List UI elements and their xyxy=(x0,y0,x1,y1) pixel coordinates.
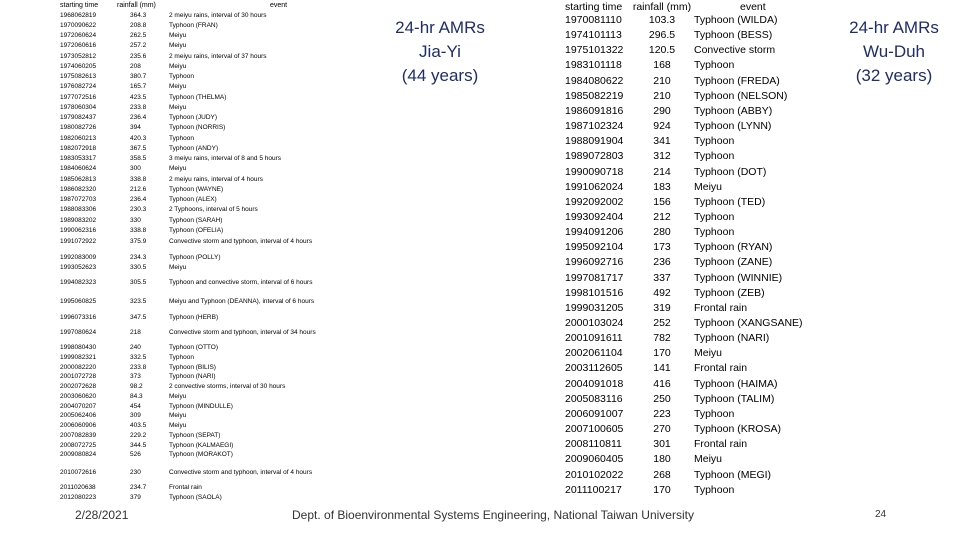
cell-event: Typhoon and convective storm, interval of 6 hours xyxy=(169,279,313,286)
cell-rainfall: 168 xyxy=(653,59,671,72)
footer-department: Dept. of Bioenvironmental Systems Engineering, National Taiwan University xyxy=(292,508,694,522)
table-row xyxy=(0,59,960,74)
cell-event: Typhoon (SAOLA) xyxy=(169,493,222,501)
cell-starting-time: 2003112605 xyxy=(565,362,623,375)
cell-event: Typhoon (DOT) xyxy=(694,165,767,178)
cell-event: Typhoon xyxy=(694,150,735,163)
cell-rainfall: 924 xyxy=(653,120,671,133)
jiayi-title-line3: (44 years) xyxy=(401,66,479,85)
cell-starting-time: 1978060304 xyxy=(60,103,97,111)
table-row xyxy=(0,90,960,105)
cell-event: Typhoon (KALMAEGI) xyxy=(169,441,234,449)
cell-event: Convective storm and typhoon, interval of 34 hours xyxy=(169,329,316,336)
cell-starting-time: 1970081110 xyxy=(565,14,622,26)
cell-rainfall: 344.5 xyxy=(130,441,147,449)
cell-event: Typhoon (FREDA) xyxy=(694,74,780,87)
cell-rainfall: 212.6 xyxy=(130,185,147,193)
cell-starting-time: 2005083116 xyxy=(565,392,623,405)
cell-rainfall: 173 xyxy=(653,241,671,254)
cell-rainfall: 141 xyxy=(653,362,671,375)
cell-rainfall: 229.2 xyxy=(130,431,147,439)
cell-event: Typhoon (LYNN) xyxy=(694,120,772,133)
cell-event: Typhoon (NELSON) xyxy=(694,89,788,102)
cell-starting-time: 1989072803 xyxy=(565,150,624,163)
cell-rainfall: 416 xyxy=(653,377,671,390)
cell-event: Meiyu xyxy=(169,42,187,50)
cell-rainfall: 262.5 xyxy=(130,32,147,39)
cell-starting-time: 2011020638 xyxy=(60,484,96,491)
cell-starting-time: 1968062819 xyxy=(60,11,97,19)
cell-rainfall: 375.9 xyxy=(130,238,147,245)
cell-starting-time: 1999031205 xyxy=(565,301,624,314)
cell-starting-time: 2001072728 xyxy=(60,373,97,381)
table-row xyxy=(0,272,960,287)
table-row xyxy=(0,469,960,484)
cell-event: Typhoon xyxy=(694,483,735,496)
table-row xyxy=(0,11,960,29)
cell-rainfall: 236.4 xyxy=(130,196,147,203)
cell-rainfall: 230 xyxy=(130,469,141,476)
cell-event: Frontal rain xyxy=(694,438,748,451)
cell-starting-time: 2007100605 xyxy=(565,423,624,436)
cell-event: Typhoon (TED) xyxy=(694,195,766,208)
cell-event: Typhoon (XANGSANE) xyxy=(694,317,803,329)
cell-rainfall: 367.5 xyxy=(130,144,147,152)
table-row xyxy=(0,378,960,393)
cell-starting-time: 2006060906 xyxy=(60,422,97,429)
table-row xyxy=(0,120,960,135)
cell-starting-time: 2004070207 xyxy=(60,402,97,410)
cell-starting-time: 2009080824 xyxy=(60,451,97,459)
cell-event: Typhoon (POLLY) xyxy=(169,254,221,261)
cell-starting-time: 1995092104 xyxy=(565,241,624,254)
cell-rainfall: 492 xyxy=(653,286,671,299)
cell-starting-time: 1982072918 xyxy=(60,144,97,152)
cell-event: Typhoon (OFELIA) xyxy=(169,226,224,234)
cell-starting-time: 1987102324 xyxy=(565,120,624,133)
cell-event: Typhoon (OTTO) xyxy=(169,344,219,351)
cell-rainfall: 280 xyxy=(653,226,671,239)
cell-event: Typhoon xyxy=(169,73,194,80)
cell-event: Meiyu xyxy=(169,62,187,70)
cell-event: 2 Typhoons, interval of 5 hours xyxy=(169,206,258,214)
cell-event: Typhoon (BILIS) xyxy=(169,363,216,371)
table-row xyxy=(0,362,960,377)
cell-starting-time: 2003060620 xyxy=(60,392,97,400)
cell-rainfall: 252 xyxy=(653,317,671,329)
cell-event: Meiyu xyxy=(169,422,187,429)
cell-starting-time: 1998080430 xyxy=(60,344,97,351)
cell-rainfall: 235.6 xyxy=(130,52,147,60)
table-row xyxy=(0,211,960,226)
cell-event: Convective storm and typhoon, interval of 4 hours xyxy=(169,469,313,476)
cell-event: Typhoon xyxy=(169,353,194,361)
cell-rainfall: 403.5 xyxy=(130,422,147,429)
cell-starting-time: 1973052812 xyxy=(60,52,97,60)
cell-starting-time: 2004091018 xyxy=(565,377,624,390)
table-row xyxy=(0,226,960,241)
cell-event: Frontal rain xyxy=(694,301,748,314)
cell-starting-time: 1998101516 xyxy=(565,286,624,299)
cell-starting-time: 1976082724 xyxy=(60,83,97,91)
table-row xyxy=(0,453,960,468)
wuduh-header-rainfall: rainfall (mm) xyxy=(632,1,692,13)
wuduh-title-line2: Wu-Duh xyxy=(862,42,926,61)
cell-rainfall: 98.2 xyxy=(130,383,143,390)
cell-starting-time: 1988091904 xyxy=(565,135,624,148)
cell-event: Meiyu and Typhoon (DEANNA), interval of 6 hours xyxy=(169,298,315,305)
footer-date: 2/28/2021 xyxy=(75,508,129,522)
table-row xyxy=(0,238,960,256)
cell-starting-time: 1999082321 xyxy=(60,353,97,361)
cell-rainfall: 296.5 xyxy=(648,29,676,42)
table-row xyxy=(0,302,960,317)
cell-rainfall: 330 xyxy=(130,216,141,224)
cell-starting-time: 1985062813 xyxy=(60,175,97,183)
cell-starting-time: 1990090718 xyxy=(565,165,624,178)
cell-event: Typhoon (RYAN) xyxy=(694,241,773,254)
cell-starting-time: 2008072725 xyxy=(60,441,97,449)
jiayi-title-line1: 24-hr AMRs xyxy=(395,18,485,37)
cell-event: Typhoon (NARI) xyxy=(694,332,770,345)
cell-event: Meiyu xyxy=(169,392,187,400)
cell-starting-time: 1986082320 xyxy=(60,185,97,193)
cell-event: Typhoon (MINDULLE) xyxy=(169,402,233,410)
cell-starting-time: 2002072628 xyxy=(60,383,97,390)
cell-starting-time: 2007082839 xyxy=(60,431,97,439)
cell-rainfall: 165.7 xyxy=(130,83,147,91)
cell-starting-time: 2012080223 xyxy=(60,493,97,501)
cell-event: Typhoon (SEPAT) xyxy=(169,431,221,439)
cell-rainfall: 364.3 xyxy=(130,11,147,19)
table-row xyxy=(0,105,960,120)
cell-starting-time: 1979082437 xyxy=(60,114,97,121)
cell-starting-time: 1989083202 xyxy=(60,216,97,224)
table-row xyxy=(0,484,960,499)
cell-event: Typhoon (HAIMA) xyxy=(694,377,778,390)
cell-rainfall: 208 xyxy=(130,62,141,70)
cell-starting-time: 1994091206 xyxy=(565,226,624,239)
cell-rainfall: 234.3 xyxy=(130,254,147,261)
cell-rainfall: 156 xyxy=(653,195,671,208)
cell-event: Typhoon (ZANE) xyxy=(694,256,773,269)
cell-rainfall: 341 xyxy=(653,135,671,148)
cell-event: Meiyu xyxy=(169,263,187,271)
wuduh-title-line1: 24-hr AMRs xyxy=(849,18,939,37)
wuduh-title xyxy=(840,16,948,88)
cell-event: Typhoon (FRAN) xyxy=(169,21,218,29)
cell-starting-time: 1974060205 xyxy=(60,62,97,70)
cell-event: Meiyu xyxy=(694,453,723,466)
cell-rainfall: 170 xyxy=(653,347,671,360)
cell-starting-time: 2006091007 xyxy=(565,407,624,420)
cell-starting-time: 1972060616 xyxy=(60,42,97,50)
table-row xyxy=(0,44,960,59)
footer-page-number: 24 xyxy=(875,509,887,520)
cell-rainfall: 394 xyxy=(130,124,141,132)
cell-starting-time: 1975082613 xyxy=(60,73,97,80)
cell-rainfall: 208.8 xyxy=(130,21,147,29)
table-row xyxy=(0,166,960,181)
table-row xyxy=(0,314,960,332)
cell-rainfall: 218 xyxy=(130,329,141,336)
cell-event: Typhoon (ALEX) xyxy=(169,196,217,203)
cell-event: Typhoon xyxy=(694,59,735,72)
cell-rainfall: 250 xyxy=(653,392,671,405)
cell-starting-time: 1997080624 xyxy=(60,329,97,336)
cell-event: 2 meiyu rains, interval of 37 hours xyxy=(169,52,267,60)
cell-event: Typhoon (WAYNE) xyxy=(169,185,224,193)
cell-rainfall: 210 xyxy=(653,89,671,102)
table-row xyxy=(0,135,960,150)
table-row xyxy=(0,150,960,165)
cell-event: 2 convective storms, interval of 30 hours xyxy=(169,383,286,390)
cell-starting-time: 1990062316 xyxy=(60,226,97,234)
cell-rainfall: 312 xyxy=(653,150,671,163)
cell-rainfall: 290 xyxy=(653,104,671,117)
cell-event: Typhoon (BESS) xyxy=(694,29,773,42)
cell-starting-time: 1992092002 xyxy=(565,195,624,208)
table-row xyxy=(0,75,960,90)
cell-starting-time: 2010102022 xyxy=(565,468,624,481)
cell-starting-time: 1977072516 xyxy=(60,93,97,101)
cell-rainfall: 338.8 xyxy=(130,175,147,183)
cell-rainfall: 338.8 xyxy=(130,226,147,234)
cell-starting-time: 2010072616 xyxy=(60,469,97,476)
cell-rainfall: 782 xyxy=(653,332,671,345)
cell-rainfall: 330.5 xyxy=(130,263,147,271)
cell-event: Typhoon (NARI) xyxy=(169,373,216,381)
cell-starting-time: 1975101322 xyxy=(565,44,624,57)
cell-event: Meiyu xyxy=(169,103,187,111)
cell-starting-time: 2000082220 xyxy=(60,363,97,371)
cell-starting-time: 1994082323 xyxy=(60,279,97,286)
cell-rainfall: 270 xyxy=(653,423,671,436)
cell-event: 3 meiyu rains, interval of 8 and 5 hours xyxy=(169,155,282,162)
cell-event: Typhoon (KROSA) xyxy=(694,423,781,436)
cell-rainfall: 180 xyxy=(653,453,671,466)
cell-starting-time: 1996092716 xyxy=(565,256,624,269)
cell-starting-time: 2011100217 xyxy=(565,483,622,496)
table-row xyxy=(0,256,960,271)
cell-event: Meiyu xyxy=(169,165,187,173)
cell-starting-time: 2000103024 xyxy=(565,317,624,329)
cell-starting-time: 1993092404 xyxy=(565,210,624,223)
cell-event: Meiyu xyxy=(169,412,187,420)
cell-event: Typhoon (ANDY) xyxy=(169,144,219,152)
table-row xyxy=(0,29,960,44)
cell-event: Convective storm and typhoon, interval of 4 hours xyxy=(169,238,313,245)
table-row xyxy=(0,344,960,362)
cell-rainfall: 236 xyxy=(653,256,671,269)
cell-event: Typhoon (ZEB) xyxy=(694,286,765,299)
wuduh-title-line3: (32 years) xyxy=(855,66,933,85)
cell-starting-time: 1984060624 xyxy=(60,165,97,173)
cell-event: 2 meiyu rains, interval of 4 hours xyxy=(169,175,263,183)
table-row xyxy=(0,438,960,453)
cell-event: Typhoon (MEGI) xyxy=(694,468,772,481)
cell-rainfall: 233.8 xyxy=(130,363,147,371)
cell-event: Typhoon xyxy=(694,226,735,239)
cell-event: Typhoon xyxy=(694,407,735,420)
cell-rainfall: 347.5 xyxy=(130,314,147,321)
jiayi-title-line2: Jia-Yi xyxy=(419,42,461,61)
cell-starting-time: 1992083009 xyxy=(60,254,97,261)
cell-rainfall: 337 xyxy=(653,271,671,284)
cell-event: Typhoon (THELMA) xyxy=(169,93,227,101)
cell-rainfall: 373 xyxy=(130,373,141,381)
cell-starting-time: 2009060405 xyxy=(565,453,624,466)
cell-starting-time: 2002061104 xyxy=(565,347,623,360)
cell-event: Typhoon (NORRIS) xyxy=(169,124,226,132)
table-row xyxy=(0,423,960,438)
cell-starting-time: 1972060624 xyxy=(60,32,97,39)
cell-rainfall: 230.3 xyxy=(130,206,147,214)
table-row xyxy=(0,196,960,211)
cell-rainfall: 212 xyxy=(653,210,671,223)
cell-event: Frontal rain xyxy=(694,362,748,375)
cell-event: 2 meiyu rains, interval of 30 hours xyxy=(169,11,267,19)
jiayi-header-rainfall: rainfall (mm) xyxy=(117,2,156,9)
cell-rainfall: 240 xyxy=(130,344,141,351)
cell-rainfall: 103.3 xyxy=(648,14,676,26)
cell-rainfall: 319 xyxy=(653,301,671,314)
wuduh-header-time: starting time xyxy=(565,1,623,13)
cell-starting-time: 2005062406 xyxy=(60,412,97,420)
table-row xyxy=(0,329,960,347)
cell-event: Typhoon (HERB) xyxy=(169,314,219,321)
table-row xyxy=(0,408,960,423)
cell-rainfall: 257.2 xyxy=(130,42,147,50)
table-row xyxy=(0,393,960,408)
cell-starting-time: 1997081717 xyxy=(565,271,624,284)
cell-starting-time: 1993052623 xyxy=(60,263,97,271)
cell-rainfall: 236.4 xyxy=(130,114,147,121)
cell-event: Typhoon (JUDY) xyxy=(169,114,218,121)
cell-rainfall: 84.3 xyxy=(130,392,143,400)
cell-rainfall: 234.7 xyxy=(130,484,147,491)
jiayi-header-event: event xyxy=(270,2,288,9)
cell-starting-time: 1995060825 xyxy=(60,298,97,305)
cell-rainfall: 300 xyxy=(130,165,141,173)
cell-starting-time: 1996073316 xyxy=(60,314,97,321)
cell-rainfall: 305.5 xyxy=(130,279,147,286)
cell-event: Frontal rain xyxy=(169,484,202,491)
cell-rainfall: 332.5 xyxy=(130,353,147,361)
cell-rainfall: 309 xyxy=(130,412,141,420)
cell-event: Meiyu xyxy=(694,180,723,193)
cell-starting-time: 1991062024 xyxy=(565,180,624,193)
table-row xyxy=(0,181,960,196)
cell-starting-time: 1983053317 xyxy=(60,155,97,162)
cell-rainfall: 323.5 xyxy=(130,298,147,305)
cell-event: Typhoon (SARAH) xyxy=(169,216,223,224)
cell-starting-time: 1974101113 xyxy=(565,29,622,42)
cell-event: Typhoon (MORAKOT) xyxy=(169,451,233,459)
cell-rainfall: 423.5 xyxy=(130,93,147,101)
cell-starting-time: 1985082219 xyxy=(565,89,624,102)
cell-rainfall: 268 xyxy=(653,468,671,481)
cell-rainfall: 379 xyxy=(130,493,141,501)
cell-starting-time: 1991072922 xyxy=(60,238,97,245)
cell-rainfall: 214 xyxy=(653,165,671,178)
cell-rainfall: 380.7 xyxy=(130,73,147,80)
cell-event: Typhoon (WILDA) xyxy=(694,14,778,26)
cell-rainfall: 301 xyxy=(653,438,671,451)
cell-starting-time: 1987072703 xyxy=(60,196,97,203)
cell-rainfall: 223 xyxy=(653,407,671,420)
cell-event: Meiyu xyxy=(694,347,723,360)
cell-starting-time: 1988083306 xyxy=(60,206,97,214)
cell-starting-time: 1980082726 xyxy=(60,124,97,132)
cell-rainfall: 358.5 xyxy=(130,155,147,162)
cell-rainfall: 183 xyxy=(653,180,671,193)
cell-starting-time: 1984080622 xyxy=(565,74,624,87)
cell-starting-time: 1982060213 xyxy=(60,134,97,142)
wuduh-header-event: event xyxy=(740,1,766,13)
cell-rainfall: 120.5 xyxy=(648,44,676,57)
cell-rainfall: 526 xyxy=(130,451,141,459)
cell-event: Typhoon (TALIM) xyxy=(694,392,775,405)
cell-event: Convective storm xyxy=(694,44,776,57)
cell-rainfall: 210 xyxy=(653,74,671,87)
cell-event: Typhoon xyxy=(169,134,194,142)
cell-event: Typhoon (WINNIE) xyxy=(694,271,783,284)
cell-event: Meiyu xyxy=(169,83,187,91)
cell-event: Typhoon (ABBY) xyxy=(694,104,773,117)
cell-event: Meiyu xyxy=(169,32,187,39)
cell-rainfall: 233.8 xyxy=(130,103,147,111)
jiayi-header-time: starting time xyxy=(60,2,99,9)
cell-starting-time: 2008110811 xyxy=(565,438,622,451)
cell-rainfall: 454 xyxy=(130,402,141,410)
cell-event: Typhoon xyxy=(694,135,735,148)
cell-event: Typhoon xyxy=(694,210,735,223)
cell-rainfall: 420.3 xyxy=(130,134,147,142)
cell-rainfall: 170 xyxy=(653,483,671,496)
table-row xyxy=(0,287,960,302)
cell-starting-time: 1983101118 xyxy=(565,59,622,72)
cell-starting-time: 2001091611 xyxy=(565,332,623,345)
cell-starting-time: 1986091816 xyxy=(565,104,624,117)
cell-starting-time: 1970090622 xyxy=(60,21,97,29)
